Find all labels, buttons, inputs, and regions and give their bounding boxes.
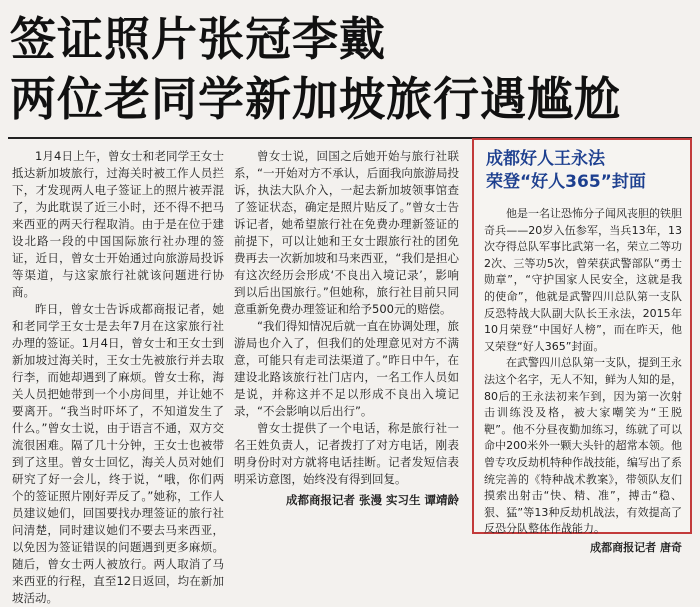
article-paragraph-5: 曾女士提供了一个电话，称是旅行社一名王姓负责人，记者拨打了对方电话，刚表明身份时对方就将电话挂断。记者发短信表明采访意图，始终没有得到回复。 [234, 421, 459, 486]
sidebar-box [472, 138, 692, 554]
article-paragraph-3: 曾女士说，回国之后她开始与旅行社联系，“一开始对方不承认，后面我向旅游局投诉，执法大队介入，一起去新加坡领事馆查了签证状态，确定是照片贴反了。”曾女士告诉记者，她希望旅行社在免费办理新签证的前提下，可以让她和王女士跟旅行社的团免费再去一次新加坡和马来西亚，“我们是担心有这次经历会形成‘不良出入境记录’，影响到以后出国旅行。”但她称，旅行社目前只同意重新免费办理签证和给予500元的赔偿。 [234, 149, 459, 316]
sidebar-byline: 成都商报记者 唐奇 [590, 540, 682, 554]
article-paragraph-2: 昨日，曾女士告诉成都商报记者，她和老同学王女士是去年7月在这家旅行社办理的签证。1月4日，曾女士和王女士到新加坡过海关时，王女士先被旅行并去取行李，而她却遇到了麻烦。曾女士称，海关人员把她带到一个小房间里，并让她不要离开。“我当时吓坏了，不知道发生了什么。”曾女士说，由于语言不通，双方交流很困难。隔了几十分钟，王女士也被带到了这里。曾女士回忆，海关人员对她们研究了好一会儿，终于说，“哦，你们两个的签证照片刚好弄反了。”她称，工作人员建议她们，回国要找办理签证的旅行社问清楚，同时建议她们不要去马来西亚，以免因为签证错误的问题遇到更多麻烦。随后，曾女士两人被放行。两人取消了马来西亚的行程，直至12日返回，均在新加坡活动。 [12, 302, 224, 605]
headline-line-1: 签证照片张冠李戴 [10, 12, 386, 66]
sidebar-paragraph-1: 他是一名让恐怖分子闻风丧胆的铁胆奇兵——20岁入伍参军，当兵13年，13次夺得总队军事比武第一名，荣立二等功2次、三等功5次，曾荣获武警部队“勇士勋章”，“守护国家人民安全，这就是我的使命”，他就是武警四川总队第一支队反恐特战大队副大队长王永法，2015年10月荣登“中国好人榜”，而在昨天，他又荣登“好人365”封面。 [484, 207, 682, 353]
headline-line-2: 两位老同学新加坡旅行遇尴尬 [10, 72, 621, 126]
article-column-1 [12, 148, 224, 607]
sidebar-title [486, 148, 646, 194]
sidebar-title-line-1: 成都好人王永法 [486, 149, 605, 169]
sidebar-title-line-2: 荣登“好人365”封面 [486, 172, 646, 192]
article-paragraph-1: 1月4日上午，曾女士和老同学王女士抵达新加坡旅行，过海关时被工作人员拦下，才发现两人电子签证上的照片被弄混了，为此耽误了近三小时，还不得不把马来西亚的两天行程取消。由于是在位于建设北路一段的中国国际旅行社办理的签证，近日，曾女士开始通过向旅游局投诉等渠道，与这家旅行社就该问题进行协商。 [12, 149, 224, 299]
article-column-2 [234, 148, 459, 509]
sidebar-body [484, 206, 682, 556]
article-byline: 成都商报记者 张漫 实习生 谭靖龄 [285, 493, 459, 507]
sidebar-paragraph-2: 在武警四川总队第一支队，提到王永法这个名字，无人不知，鲜为人知的是，80后的王永法初来乍到，因为第一次射击训练没及格，被大家嘲笑为“王脱靶”。他不分昼夜勤加练习，练就了可以命中200米外一颗大头针的超常本领。他曾专攻反劫机特种作战技能，编写出了系统完善的《特种战术教案》，带领队友们摸索出射击“快、精、准”，搏击“稳、狠、猛”等13种反劫机战法，有效提高了反恐分队整体作战能力。 [484, 356, 682, 536]
article-paragraph-4: “我们得知情况后就一直在协调处理，旅游局也介入了，但我们的处理意见对方不满意，可能只有走司法渠道了。”昨日中午，在建设北路该旅行社门店内，一名工作人员如是说，并称这并不足以形成不良出入境记录，“不会影响以后出行”。 [234, 319, 459, 418]
